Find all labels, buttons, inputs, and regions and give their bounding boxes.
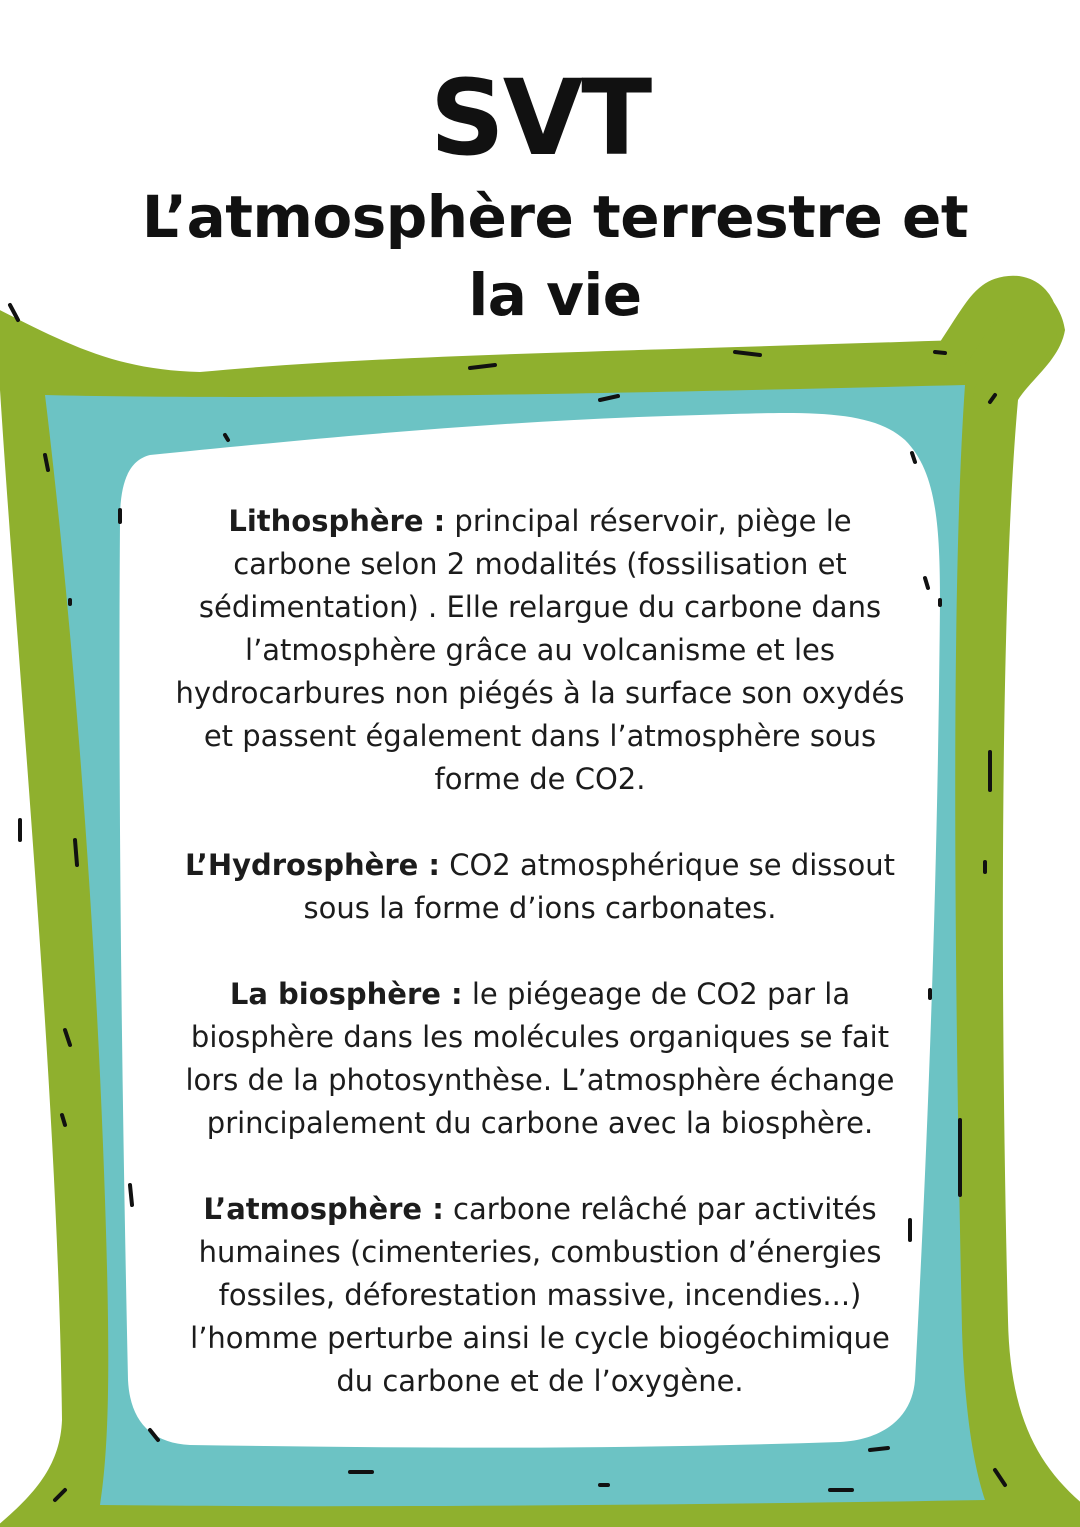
section-term: L’Hydrosphère : (185, 848, 440, 882)
section-term: Lithosphère : (228, 504, 446, 538)
section-lithosphere (170, 500, 910, 801)
section-atmosphere (170, 1188, 910, 1403)
section-text: le piégeage de CO2 par la biosphère dans les molécules organiques se fait lors de la photosynthèse. L’atmosphère échange principalement du carbone avec la biosphère. (185, 977, 895, 1140)
page-subtitle: L’atmosphère terrestre et la vie (141, 183, 969, 329)
section-hydrosphere (170, 844, 910, 930)
section-term: La biosphère : (229, 977, 463, 1011)
section-term: L’atmosphère : (203, 1192, 444, 1226)
page-title: SVT (429, 57, 651, 179)
section-text: carbone relâché par activités humaines (cimenteries, combustion d’énergies fossiles, déforestation massive, incendies...) l’homme perturbe ainsi le cycle biogéochimique du carbone et de l’oxygène. (190, 1192, 890, 1398)
section-text: CO2 atmosphérique se dissout sous la forme d’ions carbonates. (303, 848, 895, 925)
section-text: principal réservoir, piège le carbone selon 2 modalités (fossilisation et sédimentation) . Elle relargue du carbone dans l’atmosphère grâce au volcanisme et les hydrocarbures non piégés à la surface son oxydés et passent également dans l’atmosphère sous forme de CO2. (175, 504, 905, 796)
content-body (170, 500, 910, 1446)
section-biosphere (170, 973, 910, 1145)
